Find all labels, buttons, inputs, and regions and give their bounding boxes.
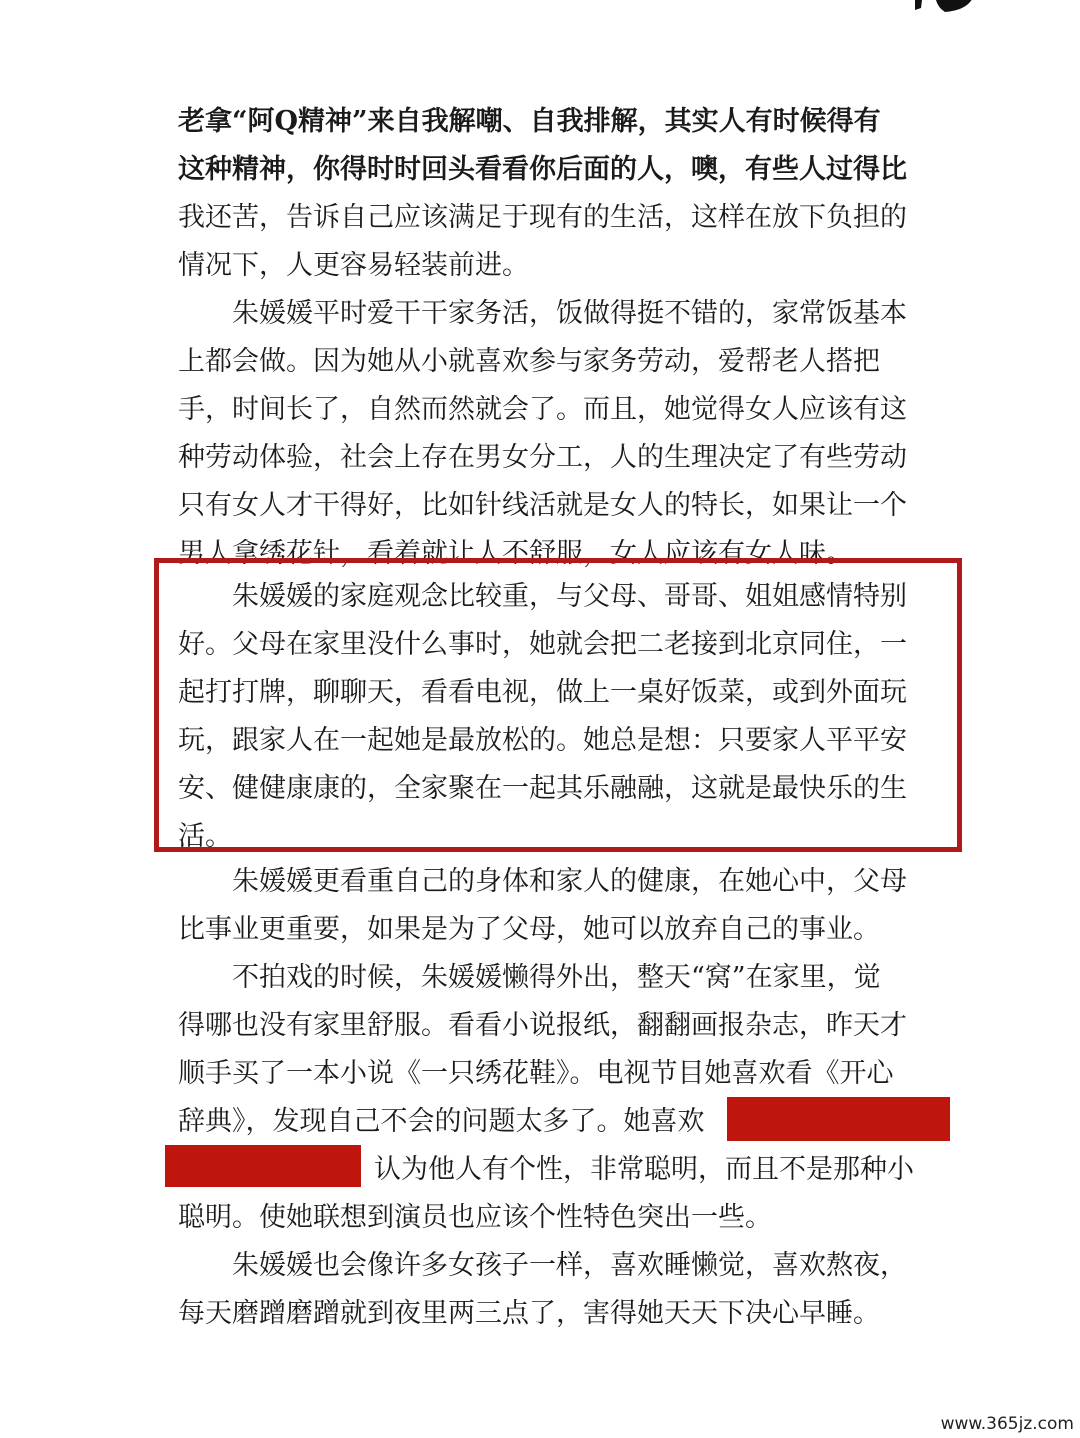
text-line: 好。父母在家里没什么事时，她就会把二老接到北京同住，一	[178, 629, 907, 660]
paragraph-6	[178, 1242, 943, 1338]
text-line: 朱媛媛平时爱干干家务活，饭做得挺不错的，家常饭基本	[232, 298, 907, 329]
text-line: 朱媛媛的家庭观念比较重，与父母、哥哥、姐姐感情特别	[232, 581, 907, 612]
paragraph-1-bold	[178, 98, 943, 194]
text-line: 每天磨蹭磨蹭就到夜里两三点了，害得她天天下决心早睡。	[178, 1298, 880, 1329]
text-line: 认为他人有个性，非常聪明，而且不是那种小	[374, 1154, 914, 1185]
text-line: 朱媛媛也会像许多女孩子一样，喜欢睡懒觉，喜欢熬夜，	[232, 1250, 907, 1281]
watermark: www.365jz.com	[940, 1414, 1074, 1434]
text-line: 不拍戏的时候，朱媛媛懒得外出，整天“窝”在家里，觉	[232, 962, 881, 993]
text-line: 上都会做。因为她从小就喜欢参与家务劳动，爱帮老人搭把	[178, 346, 880, 377]
text-line: 安、健健康康的，全家聚在一起其乐融融，这就是最快乐的生	[178, 773, 907, 804]
redaction-bar	[165, 1145, 361, 1187]
text-line: 辞典》，发现自己不会的问题太多了。她喜欢	[178, 1106, 705, 1137]
paragraph-2	[178, 290, 943, 578]
text-line: 聪明。使她联想到演员也应该个性特色突出一些。	[178, 1202, 772, 1233]
text-line: 男人拿绣花针，看着就让人不舒服，女人应该有女人味。	[178, 538, 853, 569]
text-line: 手，时间长了，自然而然就会了。而且，她觉得女人应该有这	[178, 394, 907, 425]
text-line: 只有女人才干得好，比如针线活就是女人的特长，如果让一个	[178, 490, 907, 521]
paragraph-4	[178, 858, 943, 954]
text-line: 顺手买了一本小说《一只绣花鞋》。电视节目她喜欢看《开心	[178, 1058, 894, 1089]
text-line: 我还苦，告诉自己应该满足于现有的生活，这样在放下负担的	[178, 202, 907, 233]
text-line: 玩，跟家人在一起她是最放松的。她总是想：只要家人平平安	[178, 725, 907, 756]
text-line: 种劳动体验，社会上存在男女分工，人的生理决定了有些劳动	[178, 442, 907, 473]
text-line: 朱媛媛更看重自己的身体和家人的健康，在她心中，父母	[232, 866, 907, 897]
text-line: 情况下，人更容易轻装前进。	[178, 250, 529, 281]
text-line: 老拿“阿Q精神”来自我解嘲、自我排解，其实人有时候得有	[178, 106, 881, 137]
paragraph-3-highlighted	[178, 573, 943, 861]
text-line: 比事业更重要，如果是为了父母，她可以放弃自己的事业。	[178, 914, 880, 945]
text-line: 这种精神，你得时时回头看看你后面的人，噢，有些人过得比	[178, 154, 907, 185]
text-line: 活。	[178, 821, 232, 852]
text-line: 起打打牌，聊聊天，看看电视，做上一桌好饭菜，或到外面玩	[178, 677, 907, 708]
paragraph-1-continued	[178, 194, 943, 290]
redaction-bar	[727, 1097, 950, 1141]
text-line: 得哪也没有家里舒服。看看小说报纸，翻翻画报杂志，昨天才	[178, 1010, 907, 1041]
page-corner-mark-icon	[905, 0, 985, 14]
